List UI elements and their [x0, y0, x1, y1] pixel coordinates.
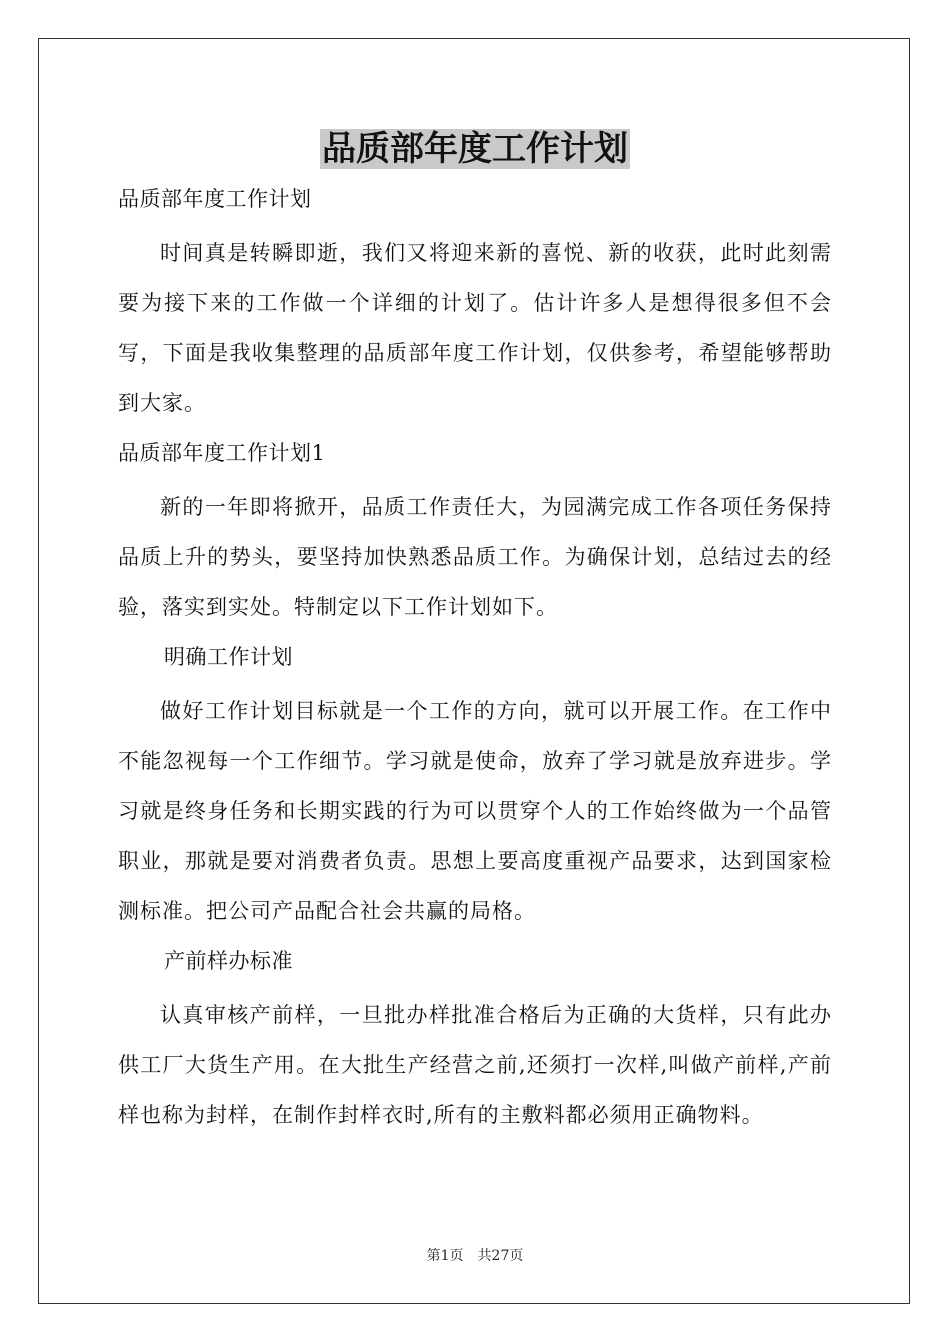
document-title [0, 126, 950, 172]
paragraph-opening: 新的一年即将掀开，品质工作责任大，为园满完成工作各项任务保持品质上升的势头，要坚持加快熟悉品质工作。为确保计划，总结过去的经验，落实到实处。特制定以下工作计划如下。 [118, 495, 832, 619]
paragraph-plan: 做好工作计划目标就是一个工作的方向，就可以开展工作。在工作中不能忽视每一个工作细节。学习就是使命，放弃了学习就是放弃进步。学习就是终身任务和长期实践的行为可以贯穿个人的工作始终做为一个品管职业，那就是要对消费者负责。思想上要高度重视产品要求，达到国家检测标准。把公司产品配合社会共赢的局格。 [118, 699, 832, 923]
document-title-text: 品质部年度工作计划 [322, 129, 628, 169]
paragraph-sample-standard: 认真审核产前样，一旦批办样批准合格后为正确的大货样，只有此办供工厂大货生产用。在大批生产经营之前,还须打一次样,叫做产前样,产前样也称为封样，在制作封样衣时,所有的主敷料都必须用正确物料。 [118, 1003, 832, 1127]
document-body [118, 178, 832, 1144]
section-heading-1: 品质部年度工作计划1 [118, 441, 326, 465]
intro-paragraph: 时间真是转瞬即逝，我们又将迎来新的喜悦、新的收获，此时此刻需要为接下来的工作做一个详细的计划了。估计许多人是想得很多但不会写，下面是我收集整理的品质部年度工作计划，仅供参考，希望能够帮助到大家。 [118, 241, 832, 415]
subheading-sample-standard: 产前样办标准 [164, 949, 293, 973]
page-footer: 第1页 共27页 [426, 1248, 524, 1264]
subheading-plan: 明确工作计划 [164, 645, 293, 669]
section-heading: 品质部年度工作计划 [118, 187, 312, 211]
